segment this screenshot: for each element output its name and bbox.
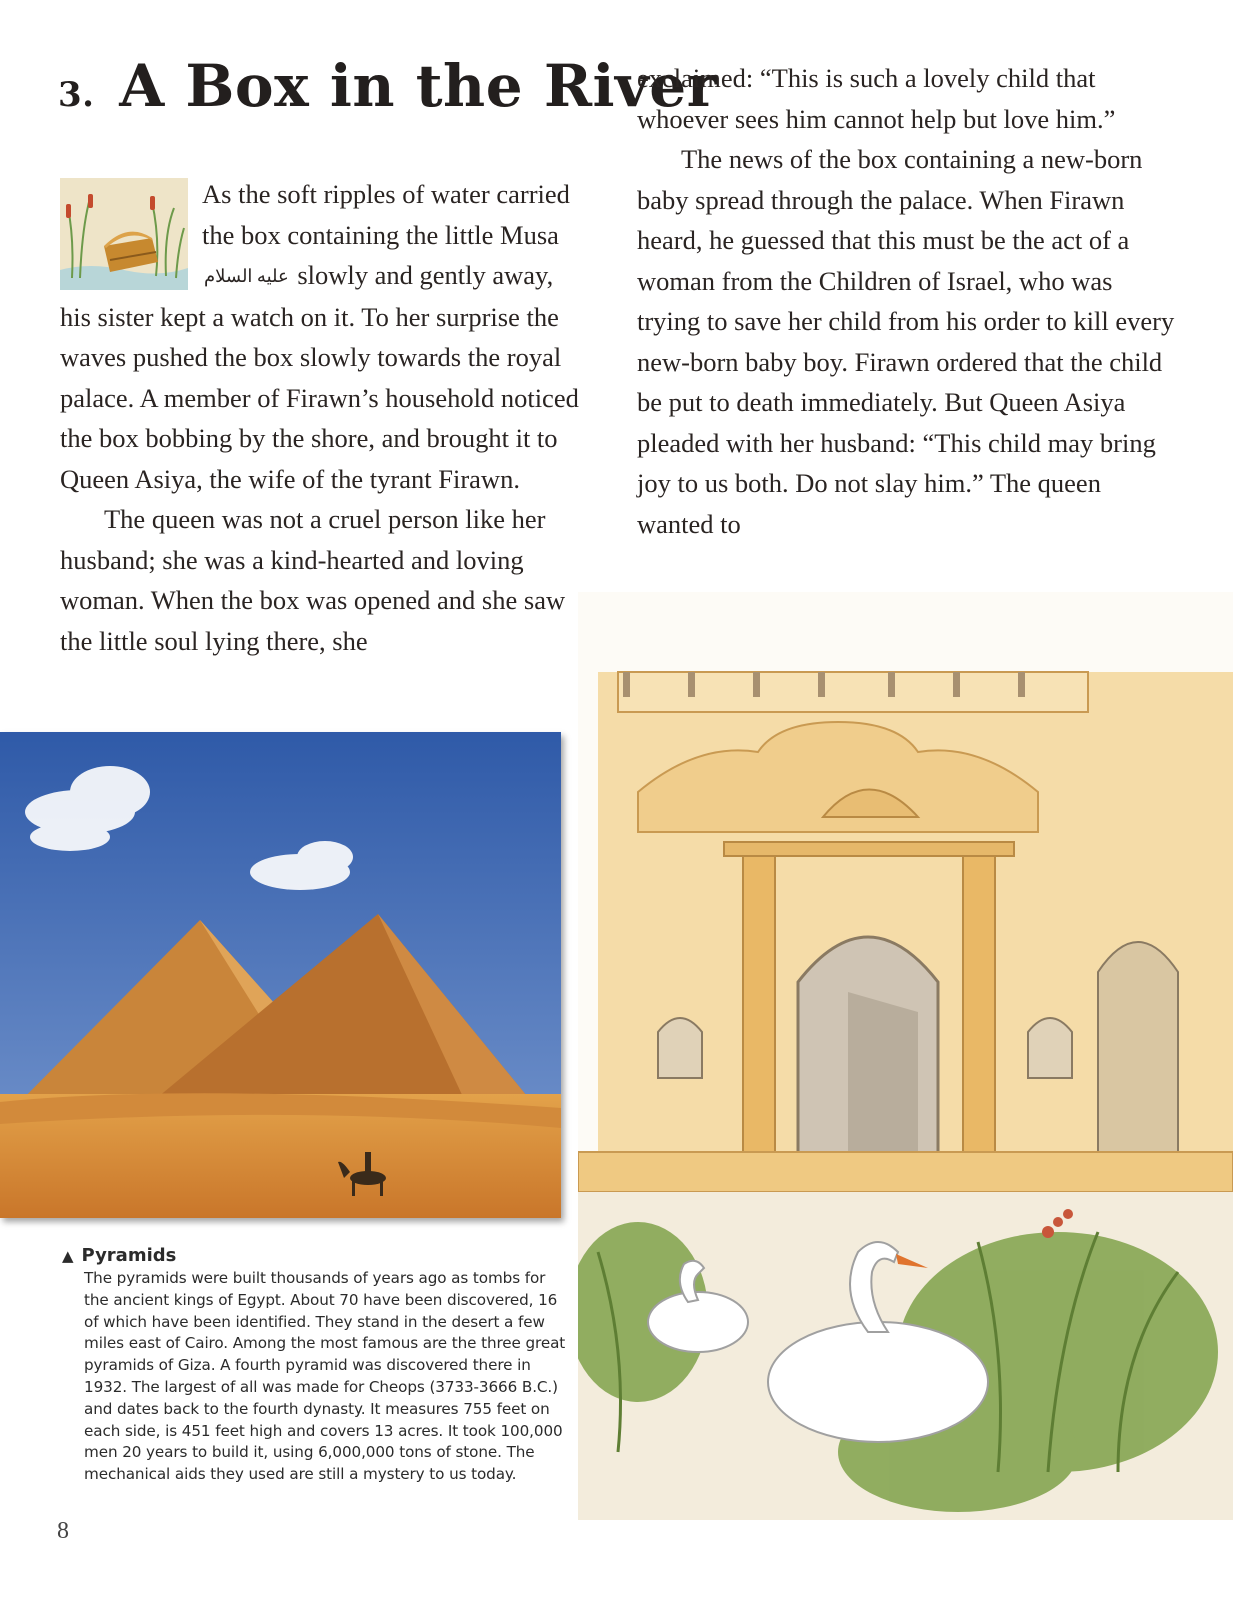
right-text-column <box>637 58 1177 544</box>
page-title <box>58 52 718 120</box>
left-paragraph-2: The queen was not a cruel person like her husband; she was a kind-hearted and loving woman. When the box was opened and she saw the little soul lying there, she <box>60 504 566 656</box>
left-paragraph-1: As the soft ripples of water carried the box containing the little Musa عليه السلام slowly and gently away, his sister kept a watch on it. To her surprise the waves pushed the box slowly towards the royal palace. A member of Firawn’s household noticed the box bobbing by the shore, and brought it to Queen Asiya, the wife of the tyrant Firawn. <box>60 179 579 494</box>
right-paragraph-1: exclaimed: “This is such a lovely child that whoever sees him cannot help but love him.” <box>637 63 1116 134</box>
pyramids-caption <box>62 1245 567 1486</box>
left-text-column <box>60 174 580 661</box>
caption-title: ▲ Pyramids <box>62 1245 177 1266</box>
box-in-reeds-illustration <box>60 178 188 290</box>
right-paragraph-2: The news of the box containing a new-born baby spread through the palace. When Firawn heard, he guessed that this must be the act of a woman from the Children of Israel, who was trying to save her child from his order to kill every new-born baby boy. Firawn ordered that the child be put to death immediately. But Queen Asiya pleaded with her husband: “This child may bring joy to us both. Do not slay him.” The queen wanted to <box>637 144 1175 539</box>
chapter-title: A Box in the River <box>119 52 718 120</box>
page-number: 8 <box>57 1518 69 1544</box>
palace-and-swans-illustration <box>578 592 1233 1520</box>
triangle-marker-icon: ▲ <box>62 1247 74 1265</box>
chapter-number: 3. <box>58 75 95 115</box>
pyramids-photo <box>0 732 561 1218</box>
honorific-symbol: عليه السلام <box>204 266 289 286</box>
caption-body: The pyramids were built thousands of years ago as tombs for the ancient kings of Egypt. About 70 have been discovered, 16 of which have been identified. They stand in the desert a few miles east of Cairo. Among the most famous are the three great pyramids of Giza. A fourth pyramid was discovered there in 1932. The largest of all was made for Cheops (3733-3666 B.C.) and dates back to the fourth dynasty. It measures 755 feet on each side, is 451 feet high and covers 13 acres. It took 100,000 men 20 years to build it, using 6,000,000 tons of stone. The mechanical aids they used are still a mystery to us today. <box>84 1269 566 1484</box>
